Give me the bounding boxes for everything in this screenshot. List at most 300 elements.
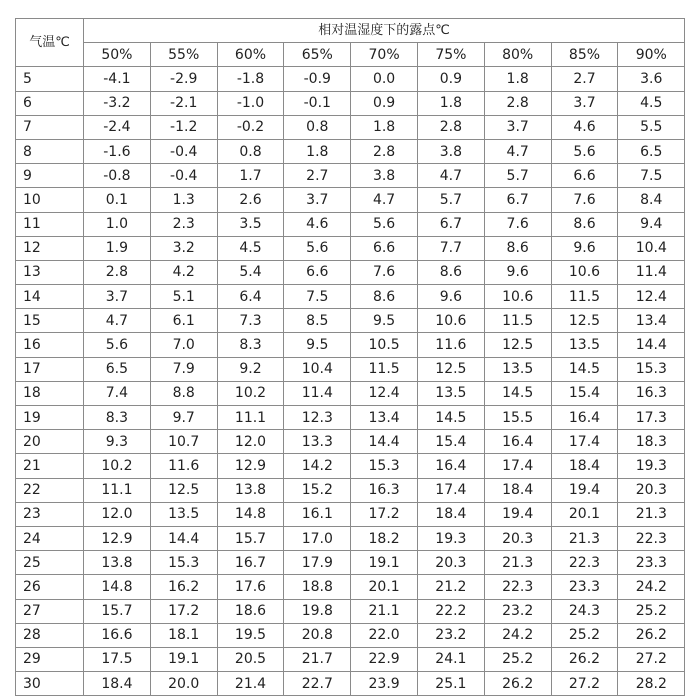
dew-point-cell: 7.3 [217, 309, 284, 333]
dew-point-cell: 25.2 [618, 599, 685, 623]
air-temperature-cell: 8 [16, 139, 84, 163]
dew-point-cell: 3.7 [551, 91, 618, 115]
dew-point-cell: 12.0 [217, 430, 284, 454]
dew-point-cell: 26.2 [618, 623, 685, 647]
dew-point-cell: 18.2 [351, 526, 418, 550]
air-temperature-cell: 6 [16, 91, 84, 115]
dew-point-cell: 21.1 [351, 599, 418, 623]
table-row [16, 430, 685, 454]
dew-point-cell: 13.5 [551, 333, 618, 357]
dew-point-cell: 18.4 [417, 502, 484, 526]
dew-point-cell: 11.1 [217, 406, 284, 430]
dew-point-cell: 6.6 [284, 260, 351, 284]
air-temperature-cell: 23 [16, 502, 84, 526]
dew-point-cell: 23.9 [351, 672, 418, 696]
dew-point-cell: 8.6 [417, 260, 484, 284]
dew-point-cell: 8.4 [618, 188, 685, 212]
dew-point-cell: 13.5 [417, 381, 484, 405]
dew-point-cell: 24.2 [484, 623, 551, 647]
table-row [16, 67, 685, 91]
dew-point-cell: 15.4 [551, 381, 618, 405]
table-row [16, 188, 685, 212]
dew-point-cell: 5.5 [618, 115, 685, 139]
dew-point-cell: 6.7 [417, 212, 484, 236]
dew-point-cell: 21.4 [217, 672, 284, 696]
dew-point-cell: 4.7 [351, 188, 418, 212]
dew-point-cell: 22.9 [351, 647, 418, 671]
table-row [16, 309, 685, 333]
dew-point-cell: 10.2 [217, 381, 284, 405]
dew-point-cell: 17.3 [618, 406, 685, 430]
dew-point-cell: 13.5 [484, 357, 551, 381]
dew-point-cell: 7.9 [150, 357, 217, 381]
dew-point-cell: 25.2 [484, 647, 551, 671]
dew-point-cell: 2.7 [284, 164, 351, 188]
dew-point-cell: 4.7 [484, 139, 551, 163]
table-row [16, 551, 685, 575]
dew-point-cell: 5.1 [150, 285, 217, 309]
dew-point-cell: 10.6 [417, 309, 484, 333]
dew-point-cell: 1.0 [84, 212, 151, 236]
dew-point-cell: 23.2 [484, 599, 551, 623]
humidity-header: 75% [417, 43, 484, 67]
dew-point-cell: 3.7 [484, 115, 551, 139]
dew-point-cell: 17.2 [351, 502, 418, 526]
dew-point-cell: 7.6 [551, 188, 618, 212]
table-title: 相对温湿度下的露点℃ [84, 19, 685, 43]
dew-point-cell: 6.7 [484, 188, 551, 212]
dew-point-cell: 19.4 [551, 478, 618, 502]
dew-point-cell: 16.4 [551, 406, 618, 430]
dew-point-cell: 7.0 [150, 333, 217, 357]
dew-point-cell: 5.6 [551, 139, 618, 163]
air-temperature-cell: 10 [16, 188, 84, 212]
dew-point-cell: 1.8 [417, 91, 484, 115]
dew-point-cell: 13.8 [84, 551, 151, 575]
dew-point-cell: 20.3 [618, 478, 685, 502]
dew-point-cell: -0.4 [150, 164, 217, 188]
dew-point-cell: 27.2 [551, 672, 618, 696]
dew-point-cell: 14.5 [417, 406, 484, 430]
dew-point-cell: 12.9 [84, 526, 151, 550]
dew-point-cell: 7.5 [284, 285, 351, 309]
dew-point-cell: -1.0 [217, 91, 284, 115]
table-row [16, 164, 685, 188]
air-temperature-cell: 13 [16, 260, 84, 284]
dew-point-cell: 24.3 [551, 599, 618, 623]
dew-point-cell: 4.2 [150, 260, 217, 284]
dew-point-cell: 21.2 [417, 575, 484, 599]
dew-point-cell: 11.6 [417, 333, 484, 357]
dew-point-cell: 4.7 [417, 164, 484, 188]
dew-point-cell: 15.4 [417, 430, 484, 454]
dew-point-cell: 16.4 [417, 454, 484, 478]
dew-point-cell: 2.8 [484, 91, 551, 115]
dew-point-cell: 17.4 [551, 430, 618, 454]
dew-point-cell: 9.5 [284, 333, 351, 357]
dew-point-cell: 6.5 [618, 139, 685, 163]
table-row [16, 575, 685, 599]
dew-point-cell: 0.9 [351, 91, 418, 115]
dew-point-cell: 14.5 [484, 381, 551, 405]
dew-point-cell: 14.8 [84, 575, 151, 599]
dew-point-cell: 9.7 [150, 406, 217, 430]
dew-point-cell: 2.3 [150, 212, 217, 236]
dew-point-cell: 0.9 [417, 67, 484, 91]
dew-point-cell: 4.6 [551, 115, 618, 139]
table-row [16, 260, 685, 284]
air-temperature-cell: 30 [16, 672, 84, 696]
dew-point-cell: 26.2 [551, 647, 618, 671]
dew-point-cell: 5.7 [484, 164, 551, 188]
air-temperature-cell: 20 [16, 430, 84, 454]
dew-point-cell: 12.4 [618, 285, 685, 309]
dew-point-cell: 20.3 [484, 526, 551, 550]
dew-point-cell: 19.3 [618, 454, 685, 478]
dew-point-cell: 12.5 [484, 333, 551, 357]
dew-point-cell: 17.6 [217, 575, 284, 599]
dew-point-cell: 0.1 [84, 188, 151, 212]
dew-point-cell: 9.6 [551, 236, 618, 260]
dew-point-cell: 17.4 [484, 454, 551, 478]
dew-point-cell: 0.8 [284, 115, 351, 139]
dew-point-cell: 14.4 [150, 526, 217, 550]
dew-point-cell: 23.3 [618, 551, 685, 575]
dew-point-cell: 19.4 [484, 502, 551, 526]
dew-point-cell: 17.9 [284, 551, 351, 575]
dew-point-cell: 14.4 [351, 430, 418, 454]
dew-point-cell: 1.3 [150, 188, 217, 212]
dew-point-cell: 22.3 [484, 575, 551, 599]
dew-point-cell: 4.6 [284, 212, 351, 236]
dew-point-cell: 15.7 [217, 526, 284, 550]
humidity-header: 65% [284, 43, 351, 67]
dew-point-cell: 18.4 [84, 672, 151, 696]
dew-point-cell: 16.7 [217, 551, 284, 575]
dew-point-cell: 12.5 [551, 309, 618, 333]
dew-point-cell: 1.7 [217, 164, 284, 188]
dew-point-cell: 21.3 [551, 526, 618, 550]
dew-point-cell: 9.6 [417, 285, 484, 309]
table-row [16, 236, 685, 260]
dew-point-cell: 12.9 [217, 454, 284, 478]
table-row [16, 91, 685, 115]
table-row [16, 115, 685, 139]
dew-point-cell: 5.4 [217, 260, 284, 284]
humidity-header-row [16, 43, 685, 67]
dew-point-cell: 11.6 [150, 454, 217, 478]
air-temperature-cell: 14 [16, 285, 84, 309]
dew-point-cell: 5.7 [417, 188, 484, 212]
dew-point-cell: 15.3 [351, 454, 418, 478]
dew-point-cell: 19.8 [284, 599, 351, 623]
dew-point-cell: 9.6 [484, 260, 551, 284]
dew-point-cell: 18.8 [284, 575, 351, 599]
dew-point-cell: 16.6 [84, 623, 151, 647]
dew-point-cell: 13.8 [217, 478, 284, 502]
dew-point-cell: 4.5 [618, 91, 685, 115]
dew-point-cell: 1.8 [484, 67, 551, 91]
air-temperature-cell: 9 [16, 164, 84, 188]
dew-point-cell: 3.2 [150, 236, 217, 260]
air-temperature-cell: 21 [16, 454, 84, 478]
humidity-header: 70% [351, 43, 418, 67]
dew-point-cell: -2.1 [150, 91, 217, 115]
dew-point-cell: 20.8 [284, 623, 351, 647]
dew-point-cell: 16.3 [351, 478, 418, 502]
dew-point-cell: 3.8 [351, 164, 418, 188]
air-temperature-cell: 16 [16, 333, 84, 357]
dew-point-cell: 22.7 [284, 672, 351, 696]
dew-point-cell: 7.6 [484, 212, 551, 236]
dew-point-cell: 3.5 [217, 212, 284, 236]
dew-point-cell: 14.8 [217, 502, 284, 526]
dew-point-cell: 5.6 [284, 236, 351, 260]
dew-point-cell: 6.6 [551, 164, 618, 188]
dew-point-cell: 23.3 [551, 575, 618, 599]
dew-point-cell: -0.9 [284, 67, 351, 91]
dew-point-cell: -1.2 [150, 115, 217, 139]
table-row [16, 647, 685, 671]
dew-point-cell: 16.2 [150, 575, 217, 599]
table-row [16, 139, 685, 163]
dew-point-cell: -0.1 [284, 91, 351, 115]
dew-point-cell: 21.3 [484, 551, 551, 575]
dew-point-cell: 8.6 [484, 236, 551, 260]
dew-point-cell: 13.4 [618, 309, 685, 333]
dew-point-table [15, 18, 685, 696]
air-temperature-cell: 28 [16, 623, 84, 647]
dew-point-cell: 12.5 [150, 478, 217, 502]
dew-point-cell: 2.8 [417, 115, 484, 139]
dew-point-cell: 16.1 [284, 502, 351, 526]
dew-point-cell: 7.5 [618, 164, 685, 188]
dew-point-cell: 14.2 [284, 454, 351, 478]
table-row [16, 526, 685, 550]
dew-point-cell: 15.2 [284, 478, 351, 502]
dew-point-cell: 11.4 [284, 381, 351, 405]
dew-point-cell: 5.6 [84, 333, 151, 357]
dew-point-cell: 2.8 [351, 139, 418, 163]
dew-point-cell: 10.4 [284, 357, 351, 381]
dew-point-cell: 19.5 [217, 623, 284, 647]
humidity-header: 55% [150, 43, 217, 67]
table-row [16, 599, 685, 623]
air-temperature-header: 气温℃ [16, 19, 84, 67]
dew-point-cell: 2.7 [551, 67, 618, 91]
dew-point-cell: 17.2 [150, 599, 217, 623]
dew-point-cell: 22.3 [618, 526, 685, 550]
dew-point-cell: 18.6 [217, 599, 284, 623]
dew-point-cell: 25.2 [551, 623, 618, 647]
dew-point-cell: 13.5 [150, 502, 217, 526]
dew-point-cell: 7.4 [84, 381, 151, 405]
humidity-header: 80% [484, 43, 551, 67]
dew-point-cell: 20.5 [217, 647, 284, 671]
dew-point-cell: 17.5 [84, 647, 151, 671]
table-row [16, 357, 685, 381]
air-temperature-cell: 12 [16, 236, 84, 260]
dew-point-cell: 27.2 [618, 647, 685, 671]
dew-point-cell: 5.6 [351, 212, 418, 236]
dew-point-cell: 28.2 [618, 672, 685, 696]
dew-point-cell: 11.5 [484, 309, 551, 333]
table-row [16, 623, 685, 647]
dew-point-cell: 6.5 [84, 357, 151, 381]
air-temperature-cell: 15 [16, 309, 84, 333]
dew-point-cell: 10.6 [484, 285, 551, 309]
air-temperature-cell: 18 [16, 381, 84, 405]
table-body [16, 67, 685, 696]
air-temperature-cell: 25 [16, 551, 84, 575]
table-row [16, 672, 685, 696]
dew-point-cell: 22.2 [417, 599, 484, 623]
dew-point-cell: 15.3 [618, 357, 685, 381]
dew-point-cell: 7.7 [417, 236, 484, 260]
humidity-header: 60% [217, 43, 284, 67]
dew-point-cell: 9.2 [217, 357, 284, 381]
dew-point-cell: 9.4 [618, 212, 685, 236]
air-temperature-cell: 11 [16, 212, 84, 236]
dew-point-cell: 14.5 [551, 357, 618, 381]
dew-point-cell: 14.4 [618, 333, 685, 357]
dew-point-cell: 3.8 [417, 139, 484, 163]
dew-point-cell: 6.1 [150, 309, 217, 333]
dew-point-cell: -0.8 [84, 164, 151, 188]
humidity-header: 85% [551, 43, 618, 67]
dew-point-cell: 22.3 [551, 551, 618, 575]
dew-point-cell: 15.3 [150, 551, 217, 575]
dew-point-cell: 2.8 [84, 260, 151, 284]
table-row [16, 478, 685, 502]
dew-point-cell: 26.2 [484, 672, 551, 696]
dew-point-cell: 21.7 [284, 647, 351, 671]
dew-point-cell: 16.4 [484, 430, 551, 454]
dew-point-cell: 8.3 [217, 333, 284, 357]
table-row [16, 406, 685, 430]
dew-point-cell: 9.3 [84, 430, 151, 454]
table-row [16, 333, 685, 357]
dew-point-cell: 24.2 [618, 575, 685, 599]
air-temperature-cell: 22 [16, 478, 84, 502]
dew-point-cell: 17.4 [417, 478, 484, 502]
dew-point-cell: 11.1 [84, 478, 151, 502]
dew-point-table-container [15, 18, 685, 696]
air-temperature-cell: 19 [16, 406, 84, 430]
air-temperature-cell: 27 [16, 599, 84, 623]
table-row [16, 212, 685, 236]
air-temperature-cell: 17 [16, 357, 84, 381]
dew-point-cell: 22.0 [351, 623, 418, 647]
dew-point-cell: 25.1 [417, 672, 484, 696]
dew-point-cell: 19.1 [351, 551, 418, 575]
dew-point-cell: 3.7 [84, 285, 151, 309]
dew-point-cell: 1.9 [84, 236, 151, 260]
dew-point-cell: -2.4 [84, 115, 151, 139]
dew-point-cell: 10.7 [150, 430, 217, 454]
dew-point-cell: 18.4 [551, 454, 618, 478]
dew-point-cell: -1.6 [84, 139, 151, 163]
dew-point-cell: 20.1 [551, 502, 618, 526]
dew-point-cell: 12.5 [417, 357, 484, 381]
dew-point-cell: 4.7 [84, 309, 151, 333]
dew-point-cell: 8.6 [351, 285, 418, 309]
dew-point-cell: -0.4 [150, 139, 217, 163]
dew-point-cell: 23.2 [417, 623, 484, 647]
dew-point-cell: 18.1 [150, 623, 217, 647]
dew-point-cell: 10.4 [618, 236, 685, 260]
dew-point-cell: 12.0 [84, 502, 151, 526]
dew-point-cell: 9.5 [351, 309, 418, 333]
dew-point-cell: 20.0 [150, 672, 217, 696]
dew-point-cell: 13.4 [351, 406, 418, 430]
dew-point-cell: 10.6 [551, 260, 618, 284]
dew-point-cell: -1.8 [217, 67, 284, 91]
dew-point-cell: 8.5 [284, 309, 351, 333]
dew-point-cell: 20.3 [417, 551, 484, 575]
air-temperature-cell: 29 [16, 647, 84, 671]
dew-point-cell: 12.4 [351, 381, 418, 405]
dew-point-cell: 19.1 [150, 647, 217, 671]
dew-point-cell: 11.5 [551, 285, 618, 309]
dew-point-cell: 6.6 [351, 236, 418, 260]
dew-point-cell: 21.3 [618, 502, 685, 526]
dew-point-cell: 0.8 [217, 139, 284, 163]
humidity-header: 90% [618, 43, 685, 67]
dew-point-cell: -4.1 [84, 67, 151, 91]
dew-point-cell: -0.2 [217, 115, 284, 139]
humidity-header: 50% [84, 43, 151, 67]
dew-point-cell: 8.3 [84, 406, 151, 430]
dew-point-cell: 4.5 [217, 236, 284, 260]
dew-point-cell: 12.3 [284, 406, 351, 430]
dew-point-cell: -2.9 [150, 67, 217, 91]
dew-point-cell: 10.5 [351, 333, 418, 357]
air-temperature-cell: 26 [16, 575, 84, 599]
dew-point-cell: 15.7 [84, 599, 151, 623]
air-temperature-cell: 5 [16, 67, 84, 91]
dew-point-cell: -3.2 [84, 91, 151, 115]
dew-point-cell: 3.7 [284, 188, 351, 212]
title-row [16, 19, 685, 43]
dew-point-cell: 8.6 [551, 212, 618, 236]
dew-point-cell: 1.8 [351, 115, 418, 139]
air-temperature-cell: 24 [16, 526, 84, 550]
dew-point-cell: 11.5 [351, 357, 418, 381]
dew-point-cell: 18.3 [618, 430, 685, 454]
dew-point-cell: 24.1 [417, 647, 484, 671]
dew-point-cell: 19.3 [417, 526, 484, 550]
dew-point-cell: 6.4 [217, 285, 284, 309]
dew-point-cell: 17.0 [284, 526, 351, 550]
dew-point-cell: 2.6 [217, 188, 284, 212]
dew-point-cell: 10.2 [84, 454, 151, 478]
dew-point-cell: 20.1 [351, 575, 418, 599]
dew-point-cell: 7.6 [351, 260, 418, 284]
dew-point-cell: 0.0 [351, 67, 418, 91]
dew-point-cell: 15.5 [484, 406, 551, 430]
dew-point-cell: 1.8 [284, 139, 351, 163]
table-row [16, 454, 685, 478]
table-row [16, 285, 685, 309]
dew-point-cell: 8.8 [150, 381, 217, 405]
dew-point-cell: 18.4 [484, 478, 551, 502]
table-row [16, 381, 685, 405]
dew-point-cell: 3.6 [618, 67, 685, 91]
dew-point-cell: 16.3 [618, 381, 685, 405]
table-row [16, 502, 685, 526]
dew-point-cell: 11.4 [618, 260, 685, 284]
